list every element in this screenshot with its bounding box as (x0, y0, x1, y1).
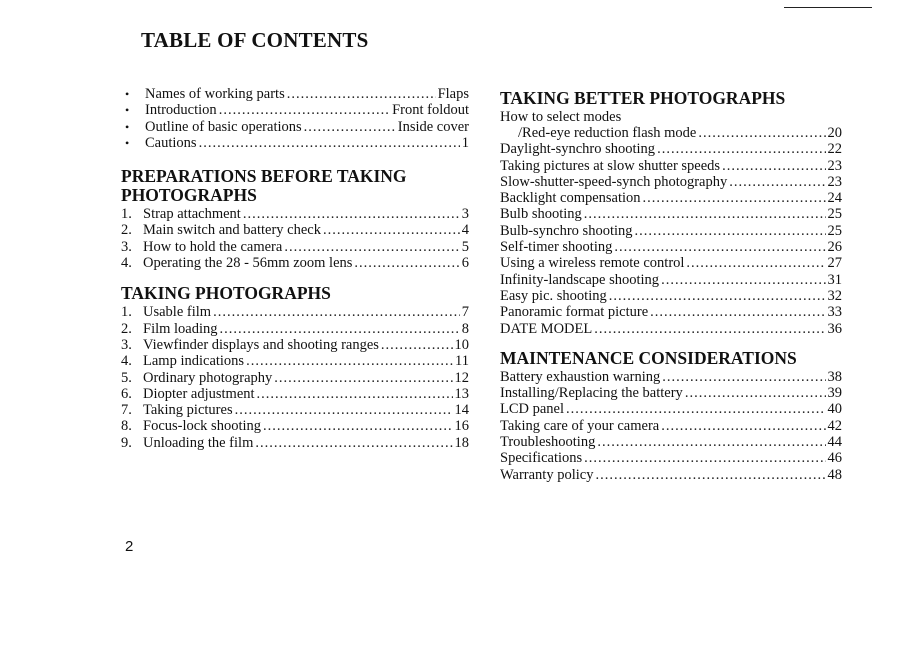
leader-dots (597, 434, 825, 450)
leader-dots (566, 401, 825, 417)
entry-page: 3 (461, 206, 469, 223)
toc-entry[interactable] (121, 370, 469, 386)
bullet: • (125, 119, 130, 134)
entry-page: 33 (827, 304, 842, 321)
section-heading: PREPARATIONS BEFORE TAKING (121, 166, 407, 187)
page-title: TABLE OF CONTENTS (141, 28, 369, 52)
toc-entry[interactable] (500, 385, 842, 401)
leader-dots (257, 386, 453, 402)
entry-label: Strap attachment (143, 206, 241, 223)
section-taking-photographs (121, 285, 469, 451)
leader-dots (263, 418, 452, 434)
leader-dots (685, 385, 826, 401)
entry-number: 5. (121, 369, 132, 386)
toc-entry[interactable] (500, 418, 842, 434)
toc-entry[interactable] (121, 255, 469, 271)
section-heading: MAINTENANCE CONSIDERATIONS (500, 347, 797, 368)
section-preparations (121, 168, 469, 271)
leader-dots (219, 102, 390, 118)
entry-page: 23 (827, 173, 842, 190)
leader-dots (722, 158, 825, 174)
entry-page: Front foldout (392, 102, 469, 119)
toc-entry[interactable] (500, 158, 842, 174)
entry-page: 14 (454, 402, 469, 419)
toc-entry[interactable] (500, 190, 842, 206)
entry-label: Panoramic format picture (500, 304, 649, 321)
leader-dots (698, 125, 825, 141)
entry-number: 4. (121, 353, 132, 370)
entry-number: 9. (121, 434, 132, 451)
leader-dots (657, 141, 825, 157)
toc-entry[interactable] (121, 418, 469, 434)
entry-page: 27 (827, 255, 842, 272)
toc-entry[interactable] (500, 467, 842, 483)
leader-dots (584, 206, 826, 222)
toc-entry[interactable] (121, 206, 469, 222)
toc-entry[interactable] (500, 304, 842, 320)
leader-dots (686, 255, 825, 271)
entry-number: 6. (121, 385, 132, 402)
entry-number: 8. (121, 418, 132, 435)
entry-page: 6 (461, 255, 469, 272)
entry-label: Cautions (145, 134, 197, 151)
leader-dots (635, 223, 826, 239)
entry-label: Operating the 28 - 56mm zoom lens (143, 255, 353, 272)
entry-page: 32 (827, 287, 842, 304)
toc-entry[interactable] (121, 86, 469, 102)
toc-entry[interactable] (121, 337, 469, 353)
leader-dots (661, 418, 825, 434)
toc-entry[interactable] (121, 304, 469, 320)
leader-dots (213, 304, 460, 320)
entry-label: Warranty policy (500, 466, 594, 483)
toc-entry[interactable] (500, 206, 842, 222)
entry-label: Focus-lock shooting (143, 418, 262, 435)
entry-page: 4 (461, 222, 469, 239)
entry-label: Specifications (500, 450, 583, 467)
leader-dots (584, 450, 825, 466)
entry-page: 40 (827, 401, 842, 418)
leader-dots (594, 321, 825, 337)
entry-number: 7. (121, 402, 132, 419)
toc-entry[interactable] (121, 135, 469, 151)
section-taking-better (500, 90, 842, 337)
toc-entry[interactable] (500, 434, 842, 450)
entry-page: 20 (827, 125, 842, 141)
entry-page: 22 (827, 141, 842, 158)
entry-label: Battery exhaustion warning (500, 368, 661, 385)
entry-label: Backlight compensation (500, 190, 641, 207)
toc-entry[interactable] (121, 435, 469, 451)
leader-dots (304, 119, 396, 135)
bullet: • (125, 87, 130, 101)
entry-page: 11 (455, 353, 469, 370)
entry-page: 1 (461, 134, 469, 151)
entry-number: 3. (121, 336, 132, 353)
entry-page: 36 (827, 320, 842, 337)
entry-label: DATE MODEL (500, 320, 593, 337)
toc-entry[interactable] (500, 288, 842, 304)
entry-page: 8 (461, 320, 469, 337)
entry-label: Using a wireless remote control (500, 255, 685, 272)
entry-label: Viewfinder displays and shooting ranges (143, 336, 379, 353)
entry-label: LCD panel (500, 401, 565, 418)
leader-dots (284, 239, 459, 255)
leader-dots (199, 135, 460, 151)
entry-page: 7 (461, 304, 469, 321)
left-column (121, 86, 469, 451)
section-intro: How to select modes (500, 109, 622, 125)
entry-label: Outline of basic operations (145, 118, 302, 135)
toc-entry[interactable] (500, 125, 842, 141)
toc-entry[interactable] (500, 239, 842, 255)
leader-dots (729, 174, 825, 190)
leader-dots (287, 86, 436, 102)
bullet: • (125, 103, 130, 118)
toc-entry[interactable] (121, 402, 469, 418)
entry-page: 18 (454, 434, 469, 451)
leader-dots (354, 255, 459, 271)
section-maintenance (500, 347, 842, 483)
leader-dots (661, 272, 825, 288)
front-matter-list (121, 86, 469, 151)
entry-number: 4. (121, 255, 132, 272)
section-heading-continued: PHOTOGRAPHS (121, 185, 257, 206)
entry-page: 25 (827, 206, 842, 223)
leader-dots (235, 402, 453, 418)
toc-entry[interactable] (121, 239, 469, 255)
entry-label: Taking pictures (143, 402, 233, 419)
entry-page: 42 (827, 417, 842, 434)
bullet: • (125, 135, 130, 150)
toc-entry[interactable] (500, 255, 842, 271)
entry-label: Self-timer shooting (500, 239, 613, 256)
entry-page: 13 (454, 385, 469, 402)
leader-dots (609, 288, 826, 304)
leader-dots (643, 190, 826, 206)
entry-label: Usable film (143, 304, 212, 321)
entry-page: 10 (454, 336, 469, 353)
entry-page: 24 (827, 190, 842, 207)
entry-page: 44 (827, 434, 842, 451)
entry-label: Diopter adjustment (143, 385, 255, 402)
entry-label: Taking pictures at slow shutter speeds (500, 157, 721, 174)
page-number: 2 (125, 538, 134, 555)
leader-dots (243, 206, 460, 222)
entry-page: 39 (827, 385, 842, 402)
entry-label: Lamp indications (143, 353, 245, 370)
toc-entry[interactable] (121, 222, 469, 238)
entry-number: 1. (121, 304, 132, 321)
leader-dots (246, 353, 453, 369)
entry-page: 48 (827, 466, 842, 483)
entry-page: 46 (827, 450, 842, 467)
entry-number: 2. (121, 222, 132, 239)
toc-entry[interactable] (121, 386, 469, 402)
entry-label: Bulb shooting (500, 206, 582, 223)
entry-label: /Red-eye reduction flash mode (518, 125, 697, 141)
leader-dots (274, 370, 452, 386)
entry-number: 2. (121, 320, 132, 337)
entry-page: 31 (827, 271, 842, 288)
entry-label: Installing/Replacing the battery (500, 385, 683, 402)
section-heading: TAKING BETTER PHOTOGRAPHS (500, 88, 786, 108)
entry-page: 25 (827, 222, 842, 239)
leader-dots (662, 369, 825, 385)
toc-entry[interactable] (500, 223, 842, 239)
right-column (500, 90, 842, 483)
entry-label: Names of working parts (145, 86, 285, 102)
toc-entry[interactable] (500, 401, 842, 417)
leader-dots (323, 222, 460, 238)
toc-entry[interactable] (500, 272, 842, 288)
section-heading: TAKING PHOTOGRAPHS (121, 283, 331, 304)
leader-dots (650, 304, 825, 320)
toc-entry[interactable] (500, 174, 842, 190)
entry-label: Unloading the film (143, 434, 254, 451)
entry-number: 1. (121, 206, 132, 223)
entry-label: Main switch and battery check (143, 222, 321, 239)
leader-dots (381, 337, 453, 353)
entry-page: Flaps (437, 86, 469, 102)
toc-entry[interactable] (500, 369, 842, 385)
header-rule (784, 7, 872, 8)
entry-number: 3. (121, 238, 132, 255)
toc-entry[interactable] (121, 119, 469, 135)
toc-entry[interactable] (500, 321, 842, 337)
entry-label: Introduction (145, 102, 217, 119)
entry-label: How to hold the camera (143, 238, 283, 255)
entry-label: Infinity-landscape shooting (500, 271, 660, 288)
toc-entry[interactable] (500, 450, 842, 466)
leader-dots (220, 321, 460, 337)
entry-page: 23 (827, 157, 842, 174)
entry-label: Bulb-synchro shooting (500, 222, 633, 239)
entry-label: Slow-shutter-speed-synch photography (500, 173, 728, 190)
entry-page: 38 (827, 368, 842, 385)
entry-page: 16 (454, 418, 469, 435)
entry-label: Daylight-synchro shooting (500, 141, 656, 158)
entry-page: 26 (827, 239, 842, 256)
toc-entry[interactable] (121, 102, 469, 118)
entry-label: Ordinary photography (143, 369, 273, 386)
leader-dots (595, 467, 825, 483)
entry-label: Easy pic. shooting (500, 287, 607, 304)
toc-entry[interactable] (500, 141, 842, 157)
leader-dots (255, 435, 452, 451)
entry-page: 5 (461, 238, 469, 255)
toc-entry[interactable] (121, 321, 469, 337)
toc-entry[interactable] (121, 353, 469, 369)
leader-dots (614, 239, 825, 255)
entry-label: Taking care of your camera (500, 417, 660, 434)
entry-label: Troubleshooting (500, 434, 596, 451)
entry-label: Film loading (143, 320, 218, 337)
entry-page: Inside cover (397, 118, 469, 135)
entry-page: 12 (454, 369, 469, 386)
